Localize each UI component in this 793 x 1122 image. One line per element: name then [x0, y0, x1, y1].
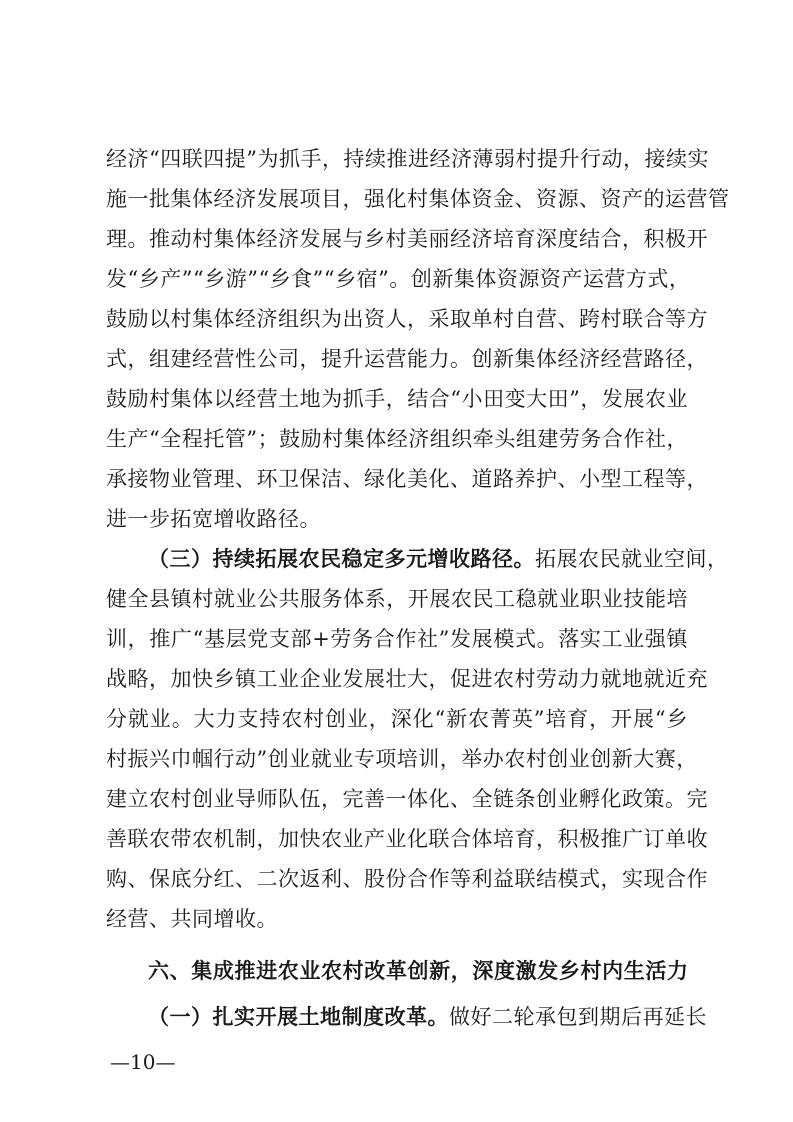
- text-line: [148, 543, 729, 575]
- text-line: 分就业。大力支持农村创业，深化“新农菁英”培育，开展“乡: [106, 707, 688, 731]
- section-three-first-line: 拓展农民就业空间，: [535, 547, 729, 571]
- text-line: 鼓励以村集体经济组织为出资人，采取单村自营、跨村联合等方: [106, 307, 708, 331]
- text-line: 经营、共同增收。: [106, 907, 278, 931]
- text-line: 训，推广“基层党支部+劳务合作社”发展模式。落实工业强镇: [106, 627, 688, 651]
- text-line: 经济“四联四提”为抓手，持续推进经济薄弱村提升行动，接续实: [106, 147, 709, 171]
- text-line: 建立农村创业导师队伍，完善一体化、全链条创业孵化政策。完: [106, 787, 708, 811]
- text-line: 善联农带农机制，加快农业产业化联合体培育，积极推广订单收: [106, 827, 708, 851]
- text-line: 健全县镇村就业公共服务体系，开展农民工稳就业职业技能培: [106, 587, 688, 611]
- section-six-one-line: [148, 1001, 707, 1033]
- text-line: 发“乡产”“乡游”“乡食”“乡宿”。创新集体资源资产运营方式，: [106, 267, 691, 291]
- text-line: 施一批集体经济发展项目，强化村集体资金、资源、资产的运营管: [106, 187, 730, 211]
- section-six-one-first-line: 做好二轮承包到期后再延长: [449, 1005, 707, 1029]
- page-number: —10—: [110, 1050, 176, 1074]
- text-line: 村振兴巾帼行动”创业就业专项培训，举办农村创业创新大赛，: [106, 747, 698, 771]
- section-six-one-title: （一）扎实开展土地制度改革。: [148, 1005, 449, 1029]
- text-line: 进一步拓宽增收路径。: [106, 507, 321, 531]
- text-line: 理。推动村集体经济发展与乡村美丽经济培育深度结合，积极开: [106, 227, 708, 251]
- text-line: 承接物业管理、环卫保洁、绿化美化、道路养护、小型工程等，: [106, 467, 708, 491]
- text-line: 购、保底分红、二次返利、股份合作等利益联结模式，实现合作: [106, 867, 708, 891]
- section-three-title: （三）持续拓展农民稳定多元增收路径。: [148, 547, 535, 571]
- text-line: 鼓励村集体以经营土地为抓手，结合“小田变大田”，发展农业: [106, 387, 688, 411]
- text-line: 式，组建经营性公司，提升运营能力。创新集体经济经营路径，: [106, 347, 708, 371]
- chapter-six-heading: 六、集成推进农业农村改革创新，深度激发乡村内生活力: [148, 959, 688, 983]
- text-line: 战略，加快乡镇工业企业发展壮大，促进农村劳动力就地就近充: [106, 667, 708, 691]
- text-line: 生产“全程托管”；鼓励村集体经济组织牵头组建劳务合作社，: [106, 427, 688, 451]
